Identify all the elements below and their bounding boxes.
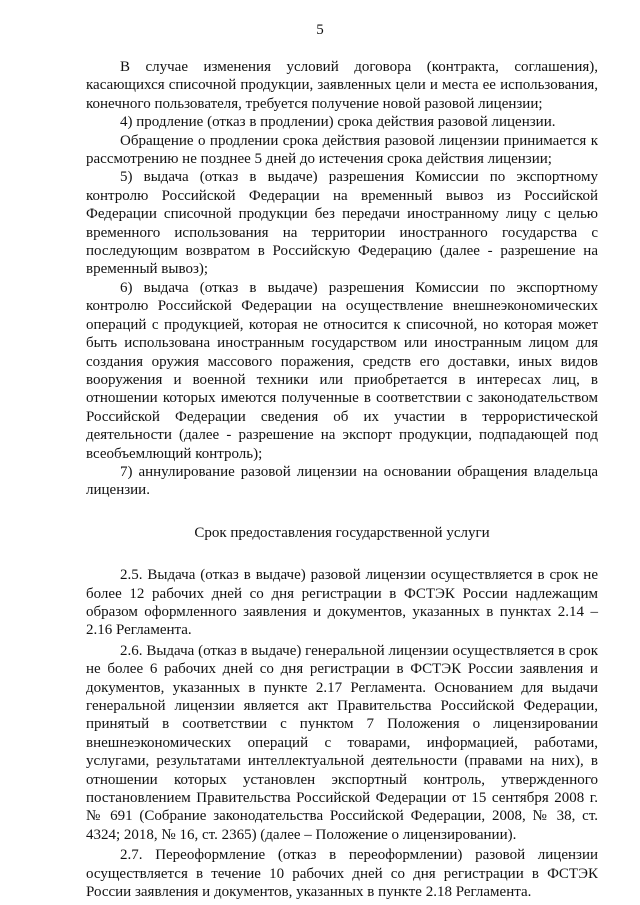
paragraph-2-6: 2.6. Выдача (отказ в выдаче) генеральной лицензии осуществляется в срок не более 6 рабочих дней со дня регистрации в ФСТЭК России заявления и документов, указанных в пункте 2.17 Регламента. Основанием для выдачи генеральной лицензии является акт Правительства Российской Федерации, принятый в соответствии с пунктом 7 Положения о лицензировании внешнеэкономических операций с товарами, информацией, работами, услугами, результатами интеллектуальной деятельности (правами на них), в отношении которых установлен экспортный контроль, утвержденного постановлением Правительства Российской Федерации от 15 сентября 2008 г. № 691 (Собрание законодательства Российской Федерации, 2008, № 38, ст. 4324; 2018, № 16, ст. 2365) (далее – Положение о лицензировании). (86, 642, 598, 843)
section-heading: Срок предоставления государственной услуги (194, 524, 490, 541)
paragraph-item-4-extension: 4) продление (отказ в продлении) срока действия разовой лицензии. (120, 114, 556, 131)
paragraph-change-conditions: В случае изменения условий договора (контракта, соглашения), касающихся списочной продукции, заявленных цели и места ее использования, конечного пользователя, требуется получение новой разовой лицензии; (86, 59, 598, 112)
paragraph-item-6-catch-all-control: 6) выдача (отказ в выдаче) разрешения Комиссии по экспортному контролю Российской Федерации на осуществление внешнеэкономических операций с продукцией, которая не относится к списочной, но которая может быть использована иностранным государством или иностранным лицом для создания оружия массового поражения, средств его доставки, иных видов вооружения и военной техники или приобретается в интересах лиц, в отношении которых имеются полученные в соответствии с законодательством Российской Федерации сведения об их участии в террористической деятельности (далее - разрешение на экспорт продукции, подпадающей под всеобъемлющий контроль); (86, 279, 598, 462)
page-number: 5 (316, 22, 324, 38)
paragraph-2-7: 2.7. Переоформление (отказ в переоформлении) разовой лицензии осуществляется в течение 10 рабочих дней со дня регистрации в ФСТЭК России заявления и документов, указанных в пункте 2.18 Регламента. (86, 847, 598, 901)
paragraph-item-7-annulment: 7) аннулирование разовой лицензии на основании обращения владельца лицензии. (86, 463, 598, 499)
paragraph-item-5-temporary-export: 5) выдача (отказ в выдаче) разрешения Комиссии по экспортному контролю Российской Федерации на временный вывоз из Российской Федерации списочной продукции без передачи иностранному лицу с целью временного использования на территории иностранного государства с последующим возвратом в Российскую Федерацию (далее - разрешение на временный вывоз); (86, 169, 598, 278)
paragraph-extension-request: Обращение о продлении срока действия разовой лицензии принимается к рассмотрению не позднее 5 дней до истечения срока действия лицензии; (86, 132, 598, 168)
paragraph-2-5: 2.5. Выдача (отказ в выдаче) разовой лицензии осуществляется в срок не более 12 рабочих дней со дня регистрации в ФСТЭК России надлежащим образом оформленного заявления и документов, указанных в пунктах 2.14 – 2.16 Регламента. (86, 567, 598, 639)
document-body (86, 58, 598, 901)
